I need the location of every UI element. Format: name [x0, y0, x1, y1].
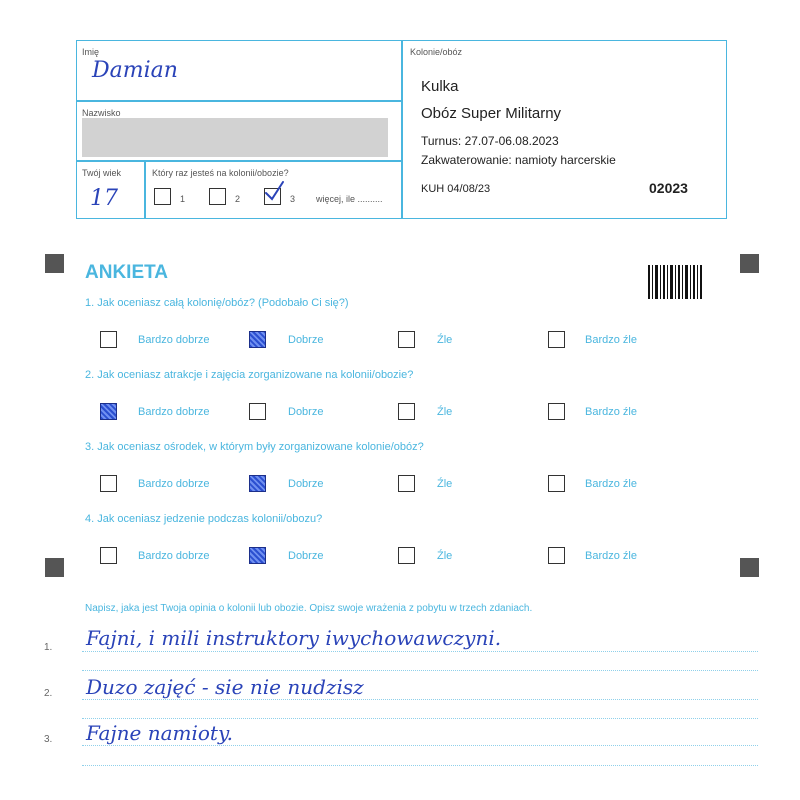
- checkmark-icon: [263, 180, 289, 206]
- question-4: 4. Jak oceniasz jedzenie podczas kolonii/obozu?: [85, 513, 323, 525]
- header-divider-age: [144, 160, 146, 219]
- barcode: [648, 265, 702, 299]
- q3-option-3-checkbox[interactable]: [398, 475, 415, 492]
- opinion-line-1-text[interactable]: Fajni, i mili instruktory iwychowawczyni.: [86, 626, 502, 650]
- q3-option-1-label: Bardzo dobrze: [138, 478, 210, 490]
- q1-option-2-checkbox[interactable]: [249, 331, 266, 348]
- q1-option-4-label: Bardzo źle: [585, 334, 637, 346]
- opinion-line-3b-rule: [82, 765, 758, 766]
- q1-option-4-checkbox[interactable]: [548, 331, 565, 348]
- zakwaterowanie-text: Zakwaterowanie: namioty harcerskie: [421, 153, 616, 167]
- wiecej-label: więcej, ile ..........: [316, 194, 383, 204]
- q3-option-4-checkbox[interactable]: [548, 475, 565, 492]
- opinion-line-2-text[interactable]: Duzo zajęć - sie nie nudzisz: [86, 675, 364, 699]
- opinion-line-3-rule: [82, 745, 758, 746]
- nazwisko-redacted: [82, 118, 388, 157]
- q4-option-3-checkbox[interactable]: [398, 547, 415, 564]
- imie-value[interactable]: Damian: [92, 58, 178, 83]
- opinion-line-1b-rule: [82, 670, 758, 671]
- q4-option-1-label: Bardzo dobrze: [138, 550, 210, 562]
- q2-option-2-label: Dobrze: [288, 406, 324, 418]
- q3-option-3-label: Źle: [437, 478, 453, 490]
- raz-3-label: 3: [290, 194, 296, 204]
- registration-marker-top-left: [45, 254, 64, 273]
- barcode-icon: [648, 265, 702, 299]
- camp-code: KUH 04/08/23: [421, 183, 491, 195]
- question-3: 3. Jak oceniasz ośrodek, w którym były zorganizowane kolonie/obóz?: [85, 441, 424, 453]
- opinion-line-3-text[interactable]: Fajne namioty.: [86, 721, 233, 745]
- q1-option-2-label: Dobrze: [288, 334, 324, 346]
- opinion-line-2-number: 2.: [44, 688, 53, 699]
- q3-option-4-label: Bardzo źle: [585, 478, 637, 490]
- nazwisko-label: Nazwisko: [82, 108, 121, 118]
- header-divider-h2: [76, 160, 402, 162]
- q2-option-1-checkbox[interactable]: [100, 403, 117, 420]
- q3-option-1-checkbox[interactable]: [100, 475, 117, 492]
- opinion-prompt: Napisz, jaka jest Twoja opinia o kolonii lub obozie. Opisz swoje wrażenia z pobytu w trzech zdaniach.: [85, 603, 533, 614]
- q1-option-1-label: Bardzo dobrze: [138, 334, 210, 346]
- opinion-line-1-rule: [82, 651, 758, 652]
- q2-option-3-label: Źle: [437, 406, 453, 418]
- q4-option-2-label: Dobrze: [288, 550, 324, 562]
- opinion-line-2b-rule: [82, 718, 758, 719]
- q4-option-4-checkbox[interactable]: [548, 547, 565, 564]
- q3-option-2-checkbox[interactable]: [249, 475, 266, 492]
- raz-3-checkbox[interactable]: [264, 188, 281, 205]
- q2-option-2-checkbox[interactable]: [249, 403, 266, 420]
- q4-option-2-checkbox[interactable]: [249, 547, 266, 564]
- ktory-raz-label: Który raz jesteś na kolonii/obozie?: [152, 168, 289, 178]
- q3-option-2-label: Dobrze: [288, 478, 324, 490]
- opinion-line-3-number: 3.: [44, 734, 53, 745]
- wiek-value[interactable]: 17: [90, 186, 118, 211]
- q4-option-1-checkbox[interactable]: [100, 547, 117, 564]
- q4-option-4-label: Bardzo źle: [585, 550, 637, 562]
- registration-marker-bottom-right: [740, 558, 759, 577]
- q2-option-4-label: Bardzo źle: [585, 406, 637, 418]
- registration-marker-bottom-left: [45, 558, 64, 577]
- q1-option-3-checkbox[interactable]: [398, 331, 415, 348]
- camp-name: Kulka: [421, 78, 459, 95]
- wiek-label: Twój wiek: [82, 168, 122, 178]
- turnus-text: Turnus: 27.07-06.08.2023: [421, 134, 559, 148]
- survey-title: ANKIETA: [85, 262, 169, 283]
- opinion-line-2-rule: [82, 699, 758, 700]
- header-divider-h1: [76, 100, 402, 102]
- raz-2-checkbox[interactable]: [209, 188, 226, 205]
- q1-option-1-checkbox[interactable]: [100, 331, 117, 348]
- opinion-line-1-number: 1.: [44, 642, 53, 653]
- raz-1-label: 1: [180, 194, 186, 204]
- camp-title: Obóz Super Militarny: [421, 105, 562, 122]
- q2-option-1-label: Bardzo dobrze: [138, 406, 210, 418]
- registration-marker-top-right: [740, 254, 759, 273]
- raz-2-label: 2: [235, 194, 241, 204]
- q1-option-3-label: Źle: [437, 334, 453, 346]
- form-number: 02023: [649, 180, 688, 196]
- question-1: 1. Jak oceniasz całą kolonię/obóz? (Podobało Ci się?): [85, 297, 349, 309]
- imie-label: Imię: [82, 47, 100, 57]
- kolonie-label: Kolonie/obóz: [410, 47, 463, 57]
- q2-option-4-checkbox[interactable]: [548, 403, 565, 420]
- q2-option-3-checkbox[interactable]: [398, 403, 415, 420]
- header-divider-vertical: [401, 40, 403, 219]
- question-2: 2. Jak oceniasz atrakcje i zajęcia zorganizowane na kolonii/obozie?: [85, 369, 414, 381]
- q4-option-3-label: Źle: [437, 550, 453, 562]
- raz-1-checkbox[interactable]: [154, 188, 171, 205]
